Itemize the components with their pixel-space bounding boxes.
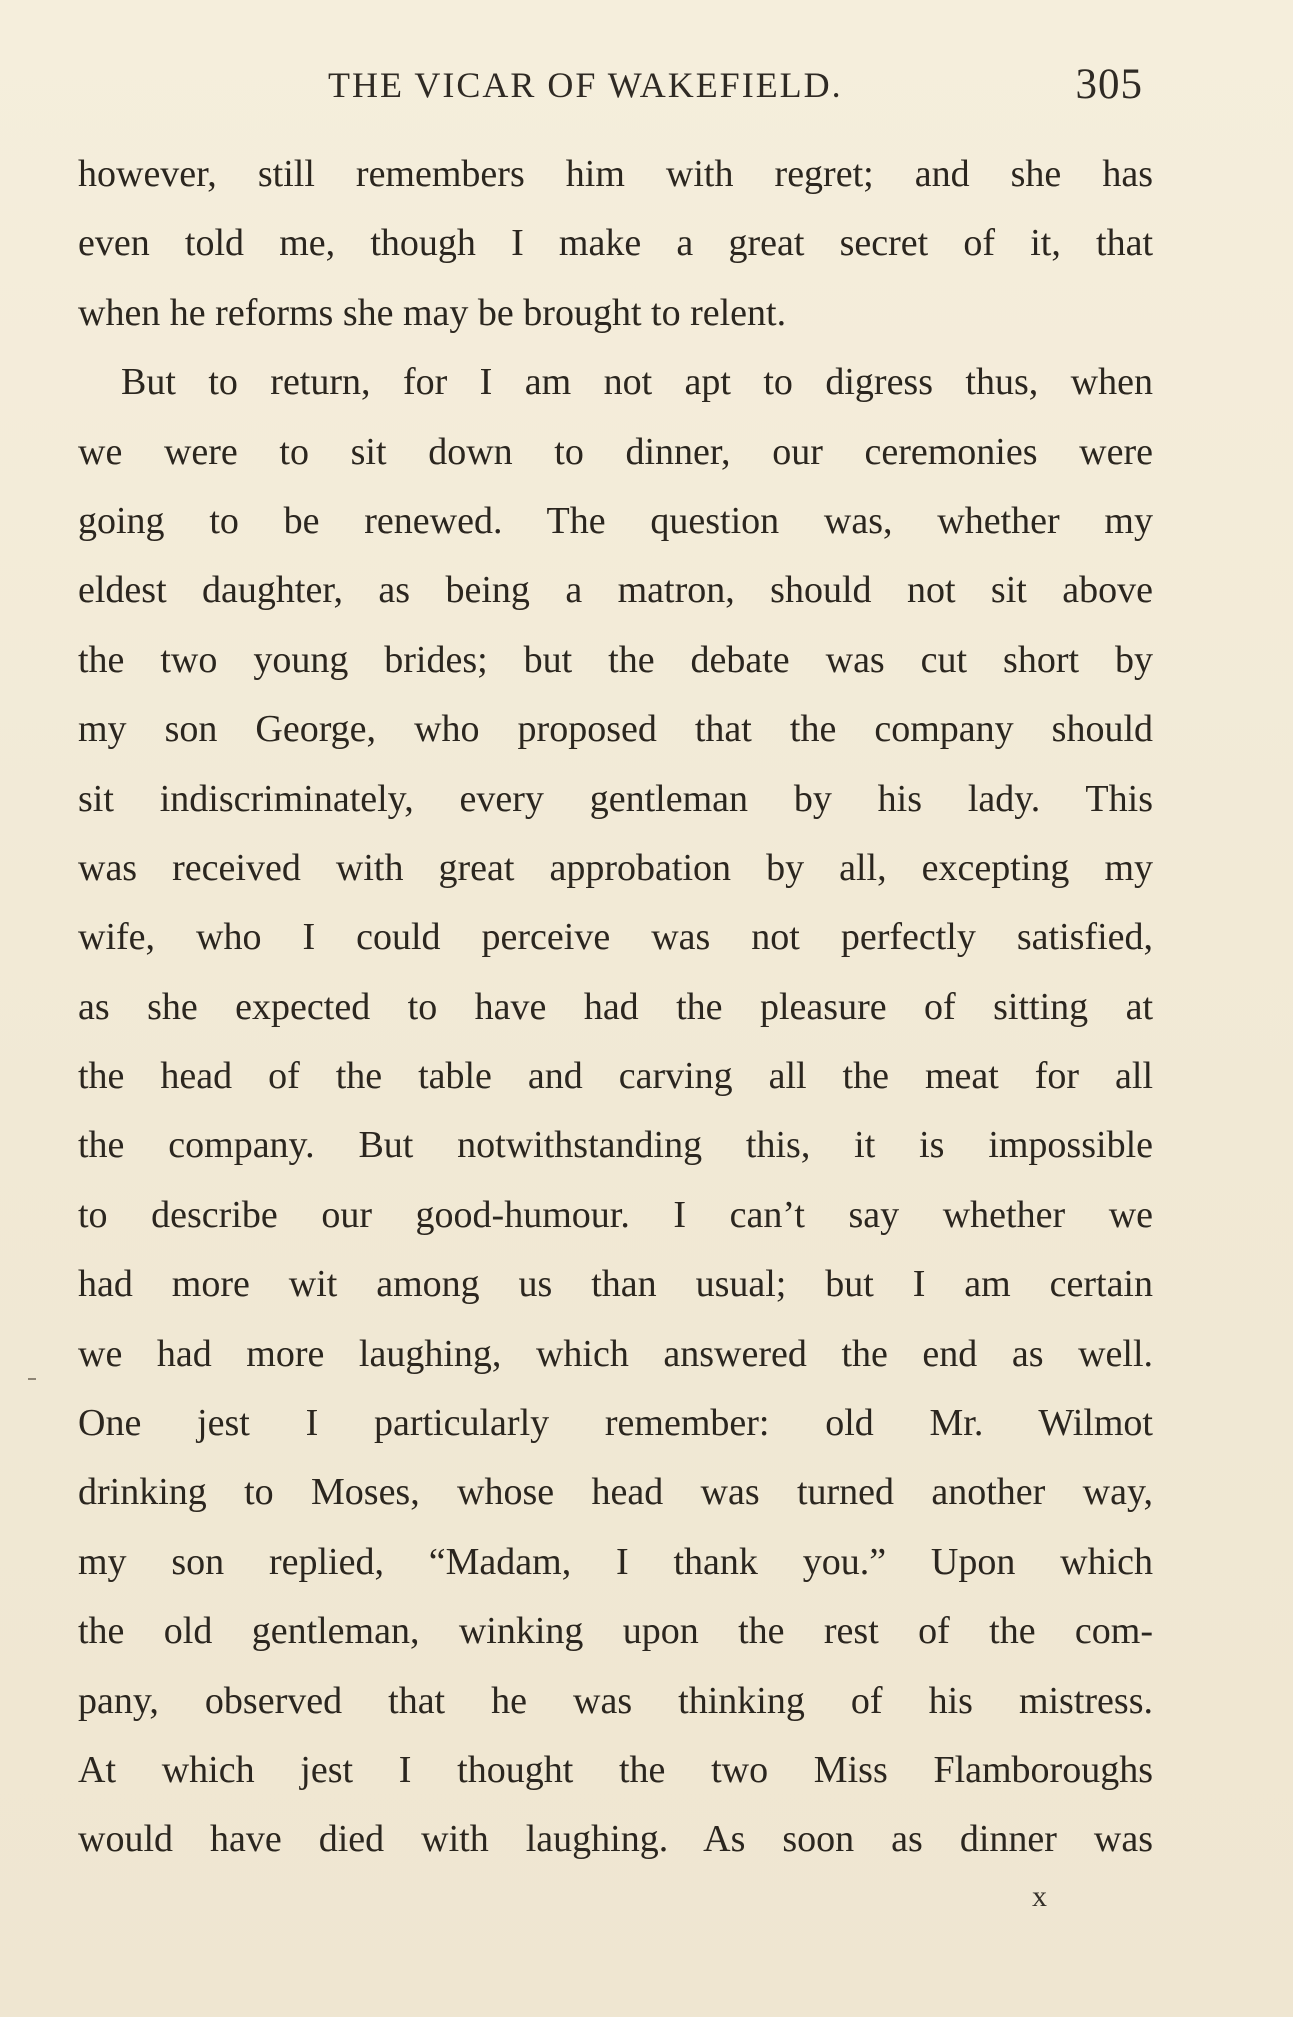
text-line-12: wife, who I could perceive was not perfectly satisfied,: [78, 916, 1153, 959]
text-line-9: my son George, who proposed that the company should: [78, 708, 1153, 751]
running-title: THE VICAR OF WAKEFIELD.: [328, 65, 843, 105]
text-line-23: pany, observed that he was thinking of his mistress.: [78, 1679, 1153, 1722]
text-line-18: we had more laughing, which answered the end as well.: [78, 1332, 1153, 1375]
text-line-10: sit indiscriminately, every gentleman by his lady. This: [78, 777, 1153, 820]
text-line-16: to describe our good-humour. I can’t say whether we: [78, 1193, 1153, 1236]
text-line-20: drinking to Moses, whose head was turned another way,: [78, 1471, 1153, 1514]
text-line-2: even told me, though I make a great secret of it, that: [78, 222, 1153, 265]
text-line-19: One jest I particularly remember: old Mr. Wilmot: [78, 1402, 1153, 1445]
text-line-17: had more wit among us than usual; but I am certain: [78, 1263, 1153, 1306]
text-line-25: would have died with laughing. As soon as dinner was: [78, 1818, 1153, 1861]
text-line-22: the old gentleman, winking upon the rest of the com-: [78, 1610, 1153, 1653]
text-line-24: At which jest I thought the two Miss Flamboroughs: [78, 1748, 1153, 1791]
text-line-21: my son replied, “Madam, I thank you.” Upon which: [78, 1540, 1153, 1583]
text-line-1: however, still remembers him with regret; and she has: [78, 153, 1153, 195]
text-line-13: as she expected to have had the pleasure of sitting at: [78, 985, 1153, 1028]
margin-mark: [28, 1378, 36, 1380]
text-line-15: the company. But notwithstanding this, it is impossible: [78, 1124, 1153, 1167]
text-line-6: going to be renewed. The question was, whether my: [78, 499, 1153, 542]
text-line-4: But to return, for I am not apt to digress thus, when: [121, 361, 1153, 404]
text-line-5: we were to sit down to dinner, our ceremonies were: [78, 430, 1153, 473]
text-line-3: when he reforms she may be brought to relent.: [78, 291, 787, 334]
text-line-7: eldest daughter, as being a matron, should not sit above: [78, 569, 1153, 612]
text-line-11: was received with great approbation by all, excepting my: [78, 846, 1153, 889]
running-head: [78, 58, 1153, 108]
signature-mark: x: [1032, 1880, 1047, 1913]
page-number: 305: [1075, 61, 1143, 108]
text-line-8: the two young brides; but the debate was cut short by: [78, 638, 1153, 681]
text-line-14: the head of the table and carving all the meat for all: [78, 1055, 1153, 1098]
body-text: [78, 140, 1153, 1875]
